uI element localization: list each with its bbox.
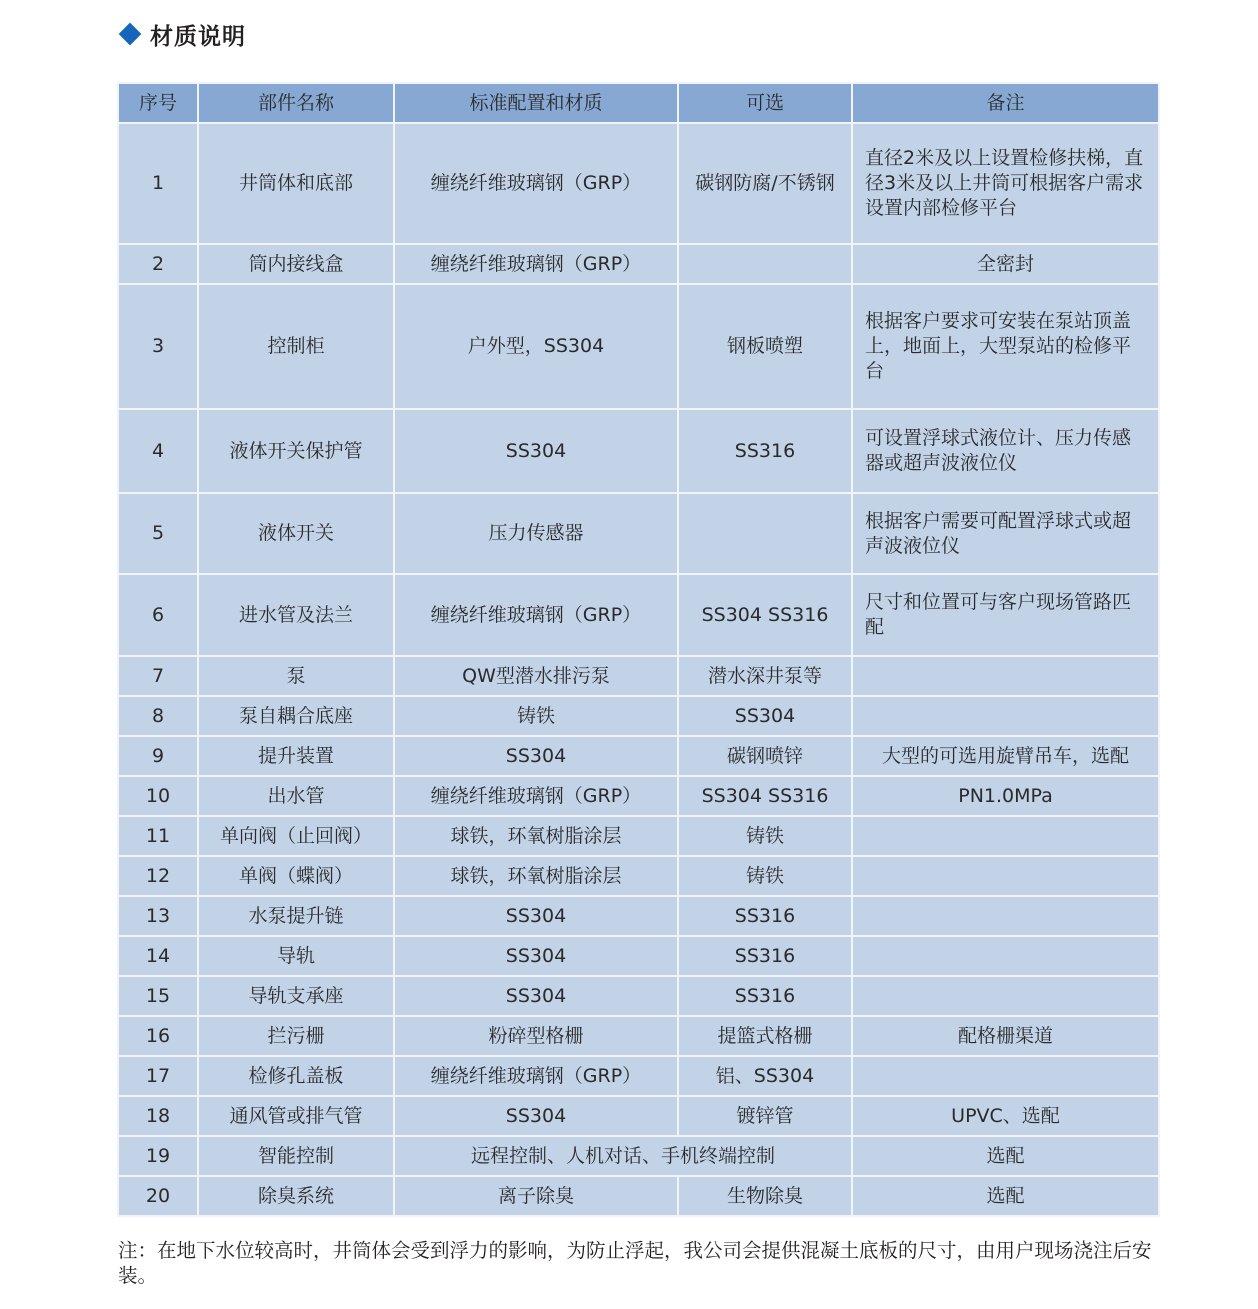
- cell-no: 20: [118, 1176, 198, 1216]
- cell-part: 进水管及法兰: [198, 574, 394, 656]
- cell-remark: [852, 976, 1159, 1016]
- cell-optional: 铸铁: [678, 856, 852, 896]
- table-row: [118, 936, 1159, 976]
- table-row: [118, 656, 1159, 696]
- cell-no: 5: [118, 493, 198, 574]
- cell-optional: [678, 244, 852, 284]
- cell-no: 18: [118, 1096, 198, 1136]
- table-row: [118, 1056, 1159, 1096]
- cell-optional: 镀锌管: [678, 1096, 852, 1136]
- cell-part: 筒内接线盒: [198, 244, 394, 284]
- materials-table: [117, 82, 1160, 1217]
- cell-no: 12: [118, 856, 198, 896]
- cell-part: 泵: [198, 656, 394, 696]
- cell-no: 3: [118, 284, 198, 409]
- cell-part: 水泵提升链: [198, 896, 394, 936]
- cell-part: 泵自耦合底座: [198, 696, 394, 736]
- cell-standard: 离子除臭: [394, 1176, 678, 1216]
- cell-no: 17: [118, 1056, 198, 1096]
- section-title: 材质说明: [150, 23, 246, 50]
- footnote: 注：在地下水位较高时，井筒体会受到浮力的影响，为防止浮起，我公司会提供混凝土底板的尺寸，由用户现场浇注后安装。: [118, 1239, 1152, 1287]
- cell-part: 导轨: [198, 936, 394, 976]
- cell-part: 导轨支承座: [198, 976, 394, 1016]
- cell-no: 14: [118, 936, 198, 976]
- cell-optional: 铸铁: [678, 816, 852, 856]
- cell-optional: [678, 493, 852, 574]
- cell-standard: 压力传感器: [394, 493, 678, 574]
- cell-no: 15: [118, 976, 198, 1016]
- cell-no: 7: [118, 656, 198, 696]
- table-row: [118, 1176, 1159, 1216]
- cell-optional: SS316: [678, 976, 852, 1016]
- cell-optional: 碳钢喷锌: [678, 736, 852, 776]
- table-row: [118, 244, 1159, 284]
- cell-standard: 铸铁: [394, 696, 678, 736]
- column-header-remark: 备注: [852, 83, 1159, 123]
- cell-remark: 根据客户需要可配置浮球式或超声波液位仪: [852, 493, 1159, 574]
- cell-part: 检修孔盖板: [198, 1056, 394, 1096]
- cell-optional: SS316: [678, 936, 852, 976]
- cell-remark: [852, 856, 1159, 896]
- cell-standard: 粉碎型格栅: [394, 1016, 678, 1056]
- cell-no: 10: [118, 776, 198, 816]
- cell-part: 提升装置: [198, 736, 394, 776]
- table-row: [118, 776, 1159, 816]
- cell-no: 6: [118, 574, 198, 656]
- cell-remark: [852, 816, 1159, 856]
- table-row: [118, 816, 1159, 856]
- cell-optional: 碳钢防腐/不锈钢: [678, 123, 852, 244]
- cell-no: 1: [118, 123, 198, 244]
- cell-standard: SS304: [394, 896, 678, 936]
- cell-optional: 铝、SS304: [678, 1056, 852, 1096]
- cell-no: 16: [118, 1016, 198, 1056]
- cell-standard: 缠绕纤维玻璃钢（GRP）: [394, 244, 678, 284]
- cell-optional: SS304: [678, 696, 852, 736]
- table-row: [118, 1136, 1159, 1176]
- cell-standard: SS304: [394, 409, 678, 493]
- cell-remark: [852, 656, 1159, 696]
- cell-remark: 可设置浮球式液位计、压力传感器或超声波液位仪: [852, 409, 1159, 493]
- cell-no: 13: [118, 896, 198, 936]
- cell-remark: [852, 896, 1159, 936]
- cell-part: 通风管或排气管: [198, 1096, 394, 1136]
- cell-standard: 缠绕纤维玻璃钢（GRP）: [394, 776, 678, 816]
- cell-remark: PN1.0MPa: [852, 776, 1159, 816]
- cell-remark: 选配: [852, 1176, 1159, 1216]
- cell-remark: [852, 936, 1159, 976]
- cell-optional: 生物除臭: [678, 1176, 852, 1216]
- cell-no: 2: [118, 244, 198, 284]
- cell-standard: SS304: [394, 936, 678, 976]
- cell-no: 9: [118, 736, 198, 776]
- table-row: [118, 856, 1159, 896]
- section-heading: [118, 18, 246, 50]
- cell-part: 出水管: [198, 776, 394, 816]
- cell-standard: 缠绕纤维玻璃钢（GRP）: [394, 1056, 678, 1096]
- column-header-optional: 可选: [678, 83, 852, 123]
- table-row: [118, 1096, 1159, 1136]
- column-header-standard: 标准配置和材质: [394, 83, 678, 123]
- cell-standard: SS304: [394, 736, 678, 776]
- cell-part: 除臭系统: [198, 1176, 394, 1216]
- table-row: [118, 976, 1159, 1016]
- cell-standard: QW型潜水排污泵: [394, 656, 678, 696]
- table-row: [118, 696, 1159, 736]
- column-header-no: 序号: [118, 83, 198, 123]
- cell-remark: 根据客户要求可安装在泵站顶盖上，地面上，大型泵站的检修平台: [852, 284, 1159, 409]
- table-row: [118, 574, 1159, 656]
- cell-remark: 配格栅渠道: [852, 1016, 1159, 1056]
- table-row: [118, 896, 1159, 936]
- cell-part: 单阀（蝶阀）: [198, 856, 394, 896]
- cell-optional: SS304 SS316: [678, 776, 852, 816]
- cell-no: 19: [118, 1136, 198, 1176]
- cell-optional: 提篮式格栅: [678, 1016, 852, 1056]
- table-row: [118, 284, 1159, 409]
- cell-optional: SS316: [678, 409, 852, 493]
- cell-part: 拦污栅: [198, 1016, 394, 1056]
- cell-optional: 潜水深井泵等: [678, 656, 852, 696]
- cell-part: 液体开关保护管: [198, 409, 394, 493]
- cell-part: 单向阀（止回阀）: [198, 816, 394, 856]
- table-row: [118, 736, 1159, 776]
- cell-remark: 直径2米及以上设置检修扶梯，直径3米及以上井筒可根据客户需求设置内部检修平台: [852, 123, 1159, 244]
- cell-part: 控制柜: [198, 284, 394, 409]
- cell-standard: SS304: [394, 1096, 678, 1136]
- table-row: [118, 123, 1159, 244]
- cell-standard: 户外型，SS304: [394, 284, 678, 409]
- column-header-part: 部件名称: [198, 83, 394, 123]
- cell-remark: 大型的可选用旋臂吊车，选配: [852, 736, 1159, 776]
- cell-no: 4: [118, 409, 198, 493]
- cell-remark: 全密封: [852, 244, 1159, 284]
- cell-part: 井筒体和底部: [198, 123, 394, 244]
- table-row: [118, 1016, 1159, 1056]
- cell-standard: 缠绕纤维玻璃钢（GRP）: [394, 123, 678, 244]
- cell-standard: 球铁，环氧树脂涂层: [394, 816, 678, 856]
- cell-part: 智能控制: [198, 1136, 394, 1176]
- cell-remark: UPVC、选配: [852, 1096, 1159, 1136]
- cell-standard-and-optional: 远程控制、人机对话、手机终端控制: [394, 1136, 852, 1176]
- cell-optional: 钢板喷塑: [678, 284, 852, 409]
- diamond-bullet-icon: [119, 23, 142, 46]
- table-header-row: [118, 83, 1159, 123]
- cell-remark: 选配: [852, 1136, 1159, 1176]
- cell-optional: SS316: [678, 896, 852, 936]
- cell-part: 液体开关: [198, 493, 394, 574]
- cell-remark: [852, 696, 1159, 736]
- cell-standard: 球铁，环氧树脂涂层: [394, 856, 678, 896]
- cell-optional: SS304 SS316: [678, 574, 852, 656]
- table-row: [118, 493, 1159, 574]
- cell-no: 8: [118, 696, 198, 736]
- cell-no: 11: [118, 816, 198, 856]
- cell-remark: [852, 1056, 1159, 1096]
- cell-standard: 缠绕纤维玻璃钢（GRP）: [394, 574, 678, 656]
- table-row: [118, 409, 1159, 493]
- cell-remark: 尺寸和位置可与客户现场管路匹配: [852, 574, 1159, 656]
- cell-standard: SS304: [394, 976, 678, 1016]
